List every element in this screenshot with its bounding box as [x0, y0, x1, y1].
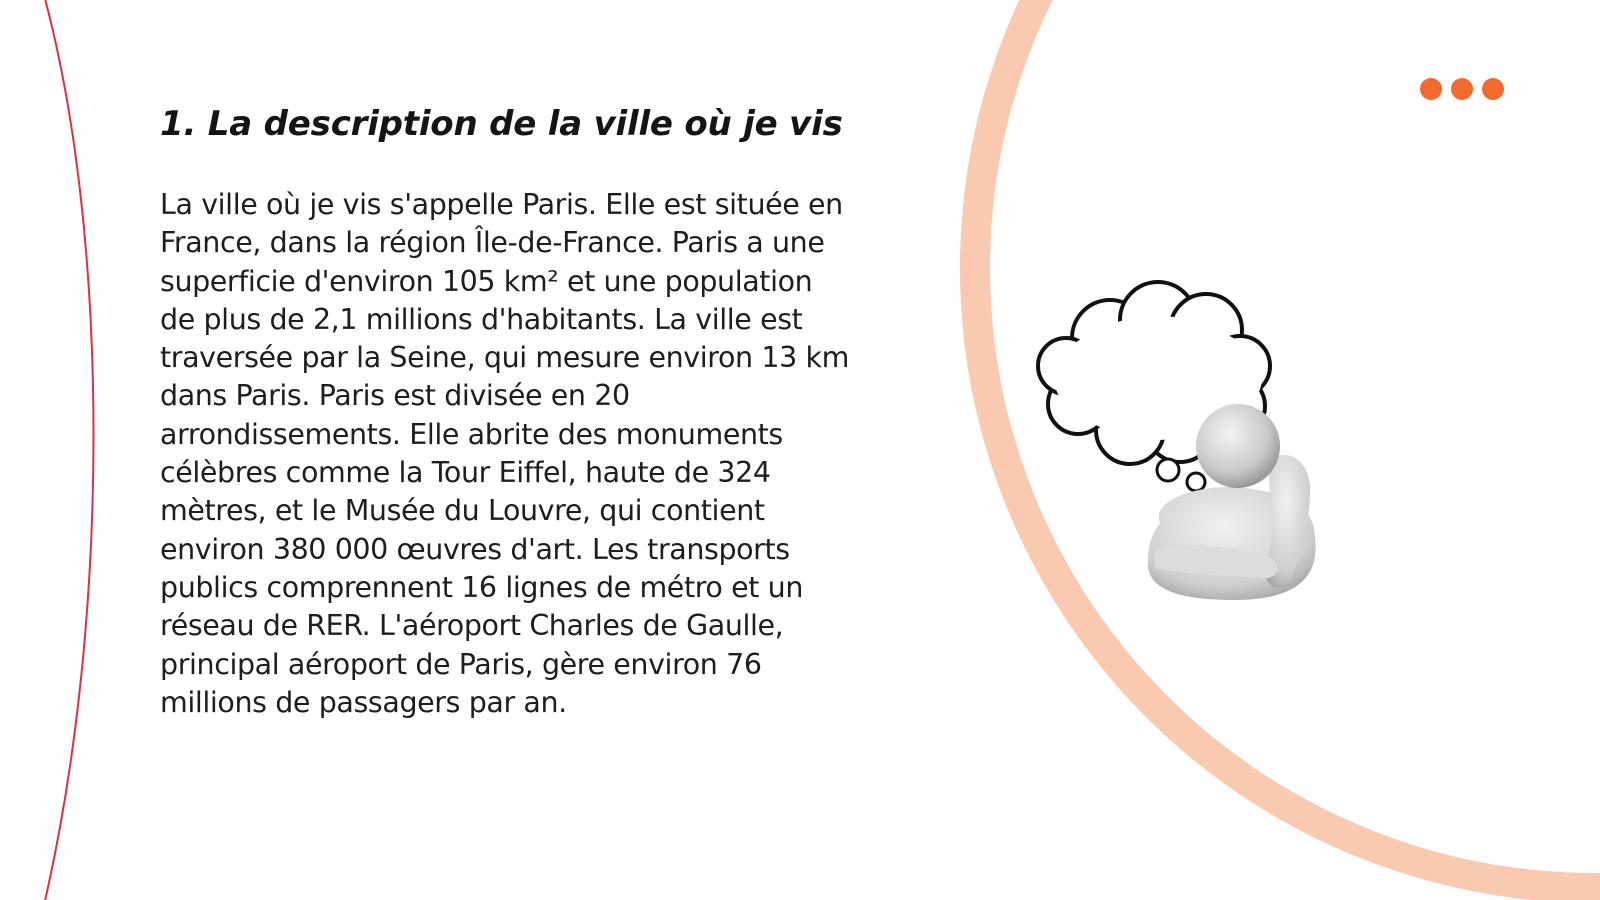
left-curve-line [44, 0, 94, 900]
thought-bubble-large [1157, 459, 1179, 481]
slide-paragraph: La ville où je vis s'appelle Paris. Elle est située en France, dans la région Île-de-France. Paris a une superficie d'environ 105 km² et une population de plus de 2,1 millions d'habitants. La ville est traversée par la Seine, qui mesure environ 13 km dans Paris. Paris est divisée en 20 arrondissements. Elle abrite des monuments célèbres comme la Tour Eiffel, haute de 324 mètres, et le Musée du Louvre, qui contient environ 380 000 œuvres d'art. Les transports publics comprennent 16 lignes de métro et un réseau de RER. L'aéroport Charles de Gaulle, principal aéroport de Paris, gère environ 76 millions de passagers par an. [160, 188, 849, 719]
dot-2 [1451, 78, 1473, 100]
thinking-person-icon [1030, 278, 1350, 618]
more-dots-icon [1420, 78, 1510, 102]
dot-1 [1420, 78, 1442, 100]
figure-head [1196, 404, 1280, 488]
slide-heading: 1. La description de la ville où je vis [160, 104, 843, 144]
dot-3 [1482, 78, 1504, 100]
thought-bubble-small [1187, 473, 1205, 491]
